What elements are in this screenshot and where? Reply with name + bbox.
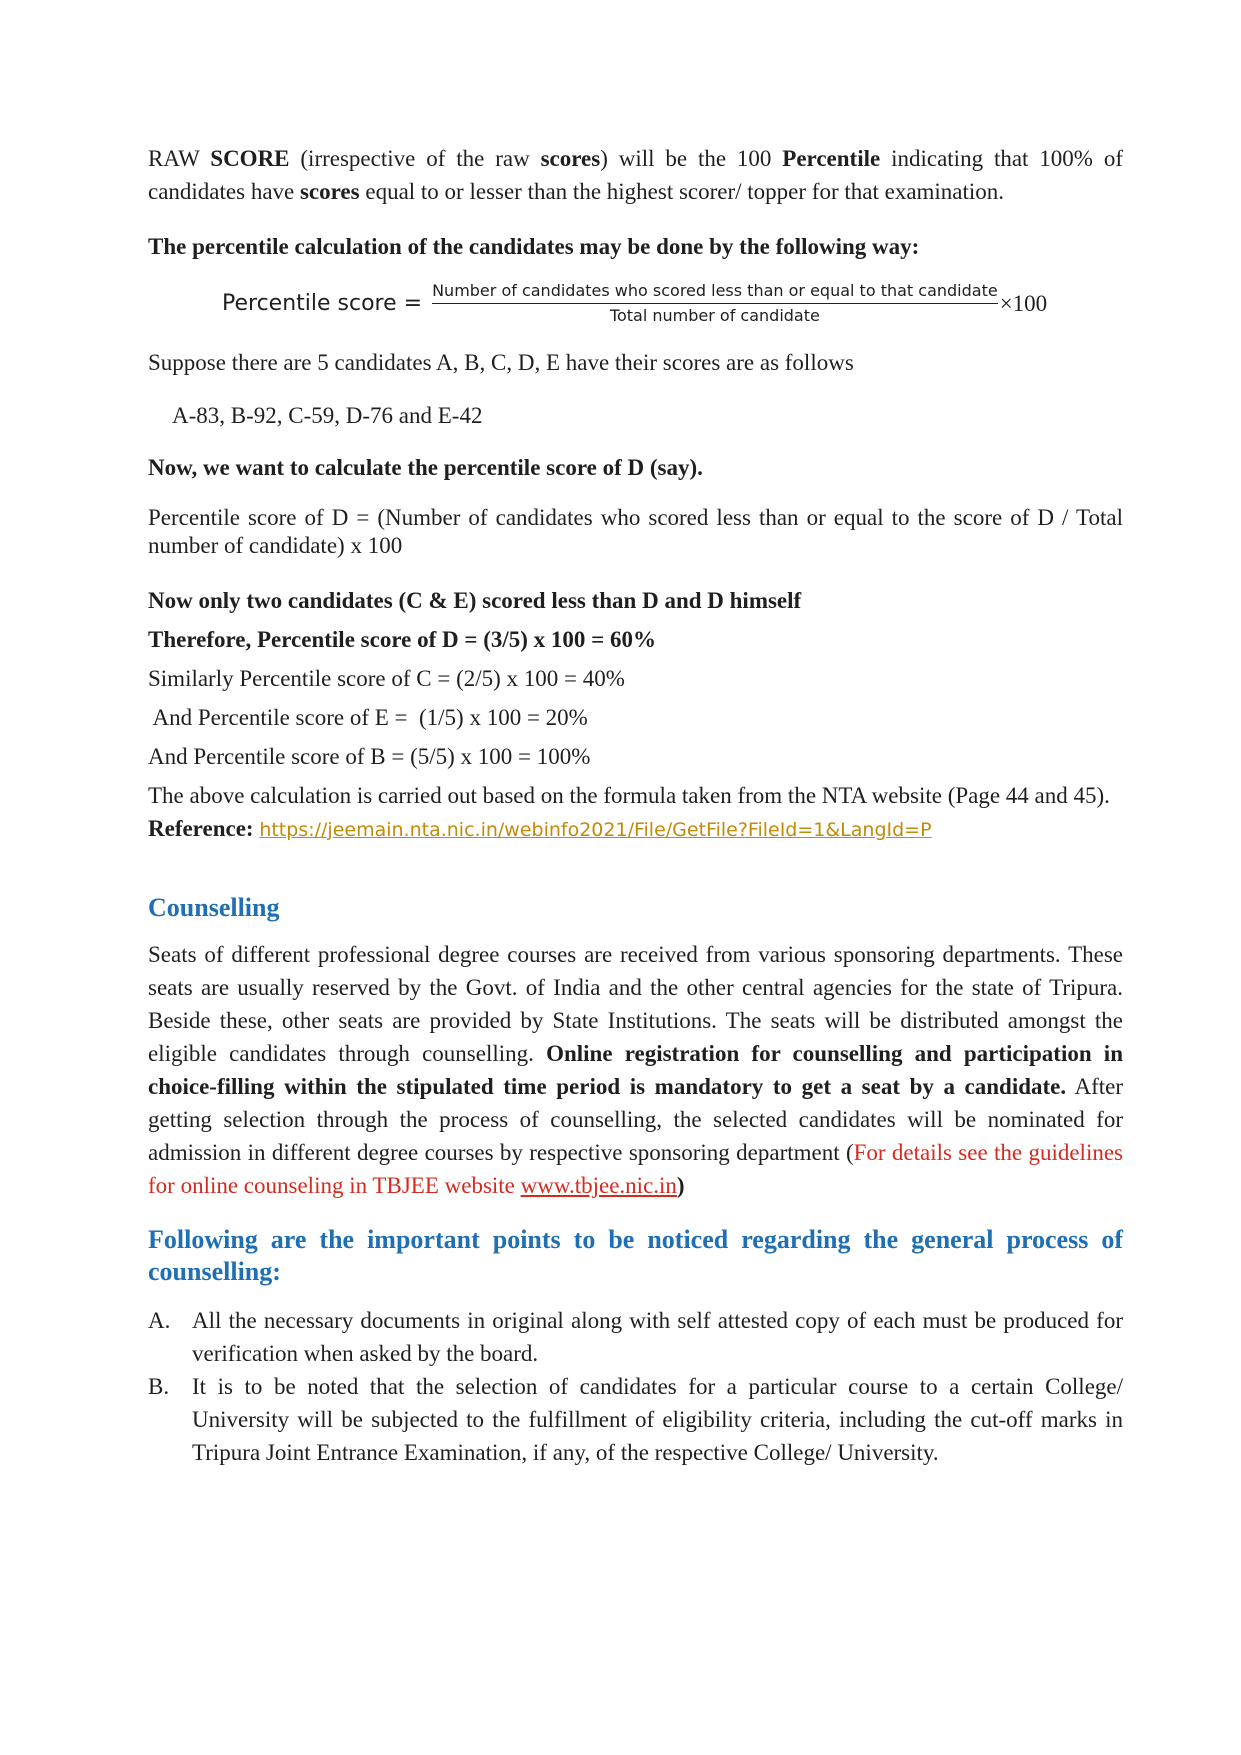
list-marker: B.: [148, 1374, 170, 1399]
intro-text: RAW: [148, 146, 211, 171]
intro-bold: Percentile: [782, 146, 881, 171]
calc-heading: Now, we want to calculate the percentile score of D (say).: [148, 455, 703, 480]
formula-multiplier: ×100: [999, 291, 1048, 316]
points-list: [148, 1304, 1123, 1469]
list-item-text: It is to be noted that the selection of candidates for a particular course to a certain College/ University will be subjected to the fulfillment of eligibility criteria, including the cut-off marks in Tripura Joint Entrance Examination, if any, of the respective College/ University.: [192, 1374, 1123, 1465]
reference-link[interactable]: https://jeemain.nta.nic.in/webinfo2021/File/GetFile?FileId=1&LangId=P: [259, 819, 932, 841]
tbjee-website-link[interactable]: www.tbjee.nic.in: [520, 1173, 677, 1198]
and-e-text: And Percentile score of E = (1/5) x 100 = 20%: [148, 705, 588, 730]
and-b-text: And Percentile score of B = (5/5) x 100 = 100%: [148, 744, 591, 769]
counselling-paragraph: [148, 938, 1123, 1202]
similarly-c-text: Similarly Percentile score of C = (2/5) x 100 = 40%: [148, 666, 625, 691]
scores-line: A-83, B-92, C-59, D-76 and E-42: [172, 403, 483, 428]
counselling-red-text: For details see the guidelines for online counseling in TBJEE website: [148, 1140, 1123, 1198]
suppose-text: Suppose there are 5 candidates A, B, C, D, E have their scores are as follows: [148, 350, 854, 375]
formula-fraction: [432, 279, 998, 328]
counselling-close-paren: ): [676, 1173, 685, 1198]
counselling-bold-text: Online registration for counselling and participation in choice-filling within the stipulated time period is mandatory to get a seat by a candidate.: [148, 1041, 1123, 1099]
percentile-heading: The percentile calculation of the candidates may be done by the following way:: [148, 234, 920, 259]
formula-numerator: Number of candidates who scored less than or equal to that candidate: [432, 281, 998, 300]
counselling-title: Counselling: [148, 893, 280, 922]
intro-text: equal to or lesser than the highest scorer/ topper for that examination.: [359, 179, 1005, 204]
percentile-of-d-text: Percentile score of D = (Number of candidates who scored less than or equal to the score of D / Total number of candidate) x 100: [148, 505, 1123, 558]
reference-line: [148, 812, 1123, 847]
intro-bold: scores: [540, 146, 601, 171]
intro-text: ) will be the 100: [600, 146, 783, 171]
therefore-text: Therefore, Percentile score of D = (3/5) x 100 = 60%: [148, 627, 657, 652]
list-item: [148, 1304, 1123, 1370]
reference-label: Reference:: [148, 816, 254, 841]
raw-score-paragraph: [148, 142, 1123, 208]
list-item-text: All the necessary documents in original along with self attested copy of each must be produced for verification when asked by the board.: [192, 1308, 1123, 1366]
formula-lhs: Percentile score =: [222, 291, 423, 316]
only-two-text: Now only two candidates (C & E) scored less than D and D himself: [148, 588, 802, 613]
counselling-text: Seats of different professional degree courses are received from various sponsoring departments. These seats are usually reserved by the Govt. of India and the other central agencies for the state of Tripura. Beside these, other seats are provided by State Institutions. The seats will be distributed amongst the eligible candidates through counselling.: [148, 942, 1123, 1066]
intro-text: indicating that 100% of candidates have: [148, 146, 1123, 204]
percentile-formula: [222, 279, 1123, 328]
intro-bold: SCORE: [210, 146, 290, 171]
list-item: [148, 1370, 1123, 1469]
points-heading: Following are the important points to be noticed regarding the general process of counselling:: [148, 1225, 1123, 1286]
counselling-text: After getting selection through the process of counselling, the selected candidates will be nominated for admission in different degree courses by respective sponsoring department (: [148, 1074, 1124, 1165]
above-calc-text: The above calculation is carried out based on the formula taken from the NTA website (Page 44 and 45).: [148, 783, 1110, 808]
intro-bold: scores: [299, 179, 360, 204]
formula-denominator: Total number of candidate: [609, 306, 820, 325]
intro-text: (irrespective of the raw: [289, 146, 541, 171]
list-marker: A.: [148, 1308, 171, 1333]
